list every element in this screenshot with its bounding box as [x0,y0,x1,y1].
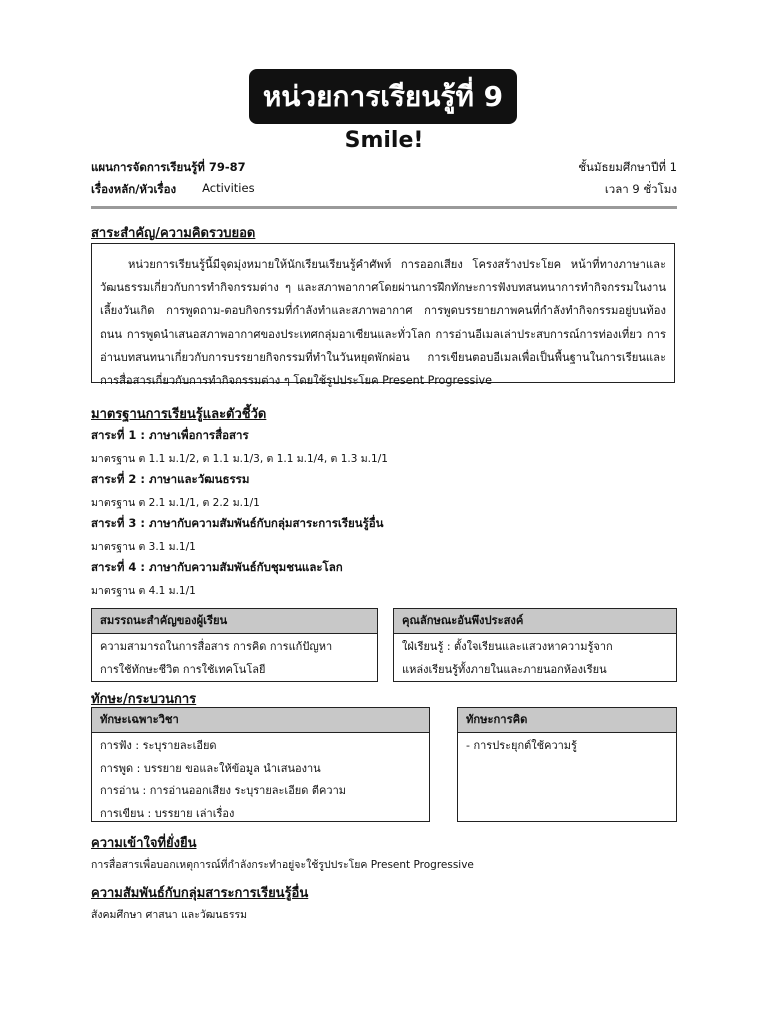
concept-box [91,243,675,388]
thinking-skill-item: - การประยุกต์ใช้ความรู้ [466,739,577,752]
subject-skill-item: การฟัง : ระบุรายละเอียด [100,739,217,752]
strand-1-indicators: มาตรฐาน ต 1.1 ม.1/2, ต 1.1 ม.1/3, ต 1.1 ม.1/4, ต 1.3 ม.1/1 [91,453,388,465]
understanding-heading: ความเข้าใจที่ยั่งยืน [91,836,197,851]
characteristics-line: ใฝ่เรียนรู้ : ตั้งใจเรียนและแสวงหาความรู้จาก [402,640,613,653]
time-label: เวลา 9 ชั่วโมง [604,182,677,196]
grade-label: ชั้นมัธยมศึกษาปีที่ 1 [578,160,677,174]
plan-label: แผนการจัดการเรียนรู้ที่ 79-87 [91,160,246,174]
competencies-line: การใช้ทักษะชีวิต การใช้เทคโนโลยี [100,662,266,676]
meta-row-topic [91,181,677,199]
thinking-skills-box [457,707,677,822]
topic-value: Activities [202,181,255,195]
subject-skill-item: การพูด : บรรยาย ขอและให้ข้อมูล นำเสนองาน [100,761,321,775]
thinking-skills-heading: ทักษะการคิด [458,708,676,733]
strand-4-title: สาระที่ 4 : ภาษากับความสัมพันธ์กับชุมชนและโลก [91,560,343,574]
skills-heading: ทักษะ/กระบวนการ [91,692,197,707]
divider [91,206,677,209]
understanding-text: การสื่อสารเพื่อบอกเหตุการณ์ที่กำลังกระทำอยู่จะใช้รูปประโยค Present Progressive [91,859,474,871]
subject-skill-item: การเขียน : บรรยาย เล่าเรื่อง [100,806,235,820]
strand-4-indicators: มาตรฐาน ต 4.1 ม.1/1 [91,585,196,597]
subject-skills-heading: ทักษะเฉพาะวิชา [92,708,429,733]
strand-2-indicators: มาตรฐาน ต 2.1 ม.1/1, ต 2.2 ม.1/1 [91,497,260,509]
unit-name: Smile! [344,128,424,153]
subject-skill-item: การอ่าน : การอ่านออกเสียง ระบุรายละเอียด ตีความ [100,784,346,797]
topic-label: เรื่องหลัก/หัวเรื่อง [91,182,177,196]
strand-3-title: สาระที่ 3 : ภาษากับความสัมพันธ์กับกลุ่มสาระการเรียนรู้อื่น [91,516,384,530]
competencies-heading: สมรรถนะสำคัญของผู้เรียน [92,609,377,634]
strand-1-title: สาระที่ 1 : ภาษาเพื่อการสื่อสาร [91,428,249,442]
meta-row-plan [91,159,677,177]
strand-3-indicators: มาตรฐาน ต 3.1 ม.1/1 [91,541,196,553]
competencies-box [91,608,378,682]
concept-heading: สาระสำคัญ/ความคิดรวบยอด [91,226,256,241]
concept-text: หน่วยการเรียนรู้นี้มีจุดมุ่งหมายให้นักเรียนเรียนรู้คำศัพท์ การออกเสียง โครงสร้างประโยค หน้าที่ทางภาษาและวัฒนธรรมเกี่ยวกับการทำกิจกรรมต่าง ๆ และสภาพอากาศโดยผ่านการฝึกทักษะการฟังบทสนทนาการทำกิจกรรมในงานเลี้ยงวันเกิด การพูดถาม-ตอบกิจกรรมที่กำลังทำและสภาพอากาศ การพูดบรรยายภาพคนที่กำลังทำกิจกรรมอยู่บนท้องถนน การพูดนำเสนอสภาพอากาศของประเทศกลุ่มอาเซียนและทั่วโลก การอ่านอีเมลเล่าประสบการณ์การท่องเที่ยว การอ่านบทสนทนาเกี่ยวกับการบรรยายกิจกรรมที่ทำในวันหยุดพักผ่อน การเขียนตอบอีเมลเพื่อเป็นพื้นฐานในการเรียนและการสื่อสารเกี่ยวกับการทำกิจกรรมต่าง ๆ โดยใช้รูปประโยค Present Progressive [100,258,666,388]
strand-2-title: สาระที่ 2 : ภาษาและวัฒนธรรม [91,472,250,486]
relations-heading: ความสัมพันธ์กับกลุ่มสาระการเรียนรู้อื่น [91,886,309,901]
relations-text: สังคมศึกษา ศาสนา และวัฒนธรรม [91,909,248,921]
characteristics-line: แหล่งเรียนรู้ทั้งภายในและภายนอกห้องเรียน [402,662,607,676]
competencies-line: ความสามารถในการสื่อสาร การคิด การแก้ปัญหา [100,640,333,653]
subject-skills-box [91,707,430,822]
characteristics-box [393,608,677,682]
standards-heading: มาตรฐานการเรียนรู้และตัวชี้วัด [91,407,267,422]
unit-title-banner [249,69,517,124]
characteristics-heading: คุณลักษณะอันพึงประสงค์ [394,609,676,634]
unit-title: หน่วยการเรียนรู้ที่ 9 [262,79,504,113]
